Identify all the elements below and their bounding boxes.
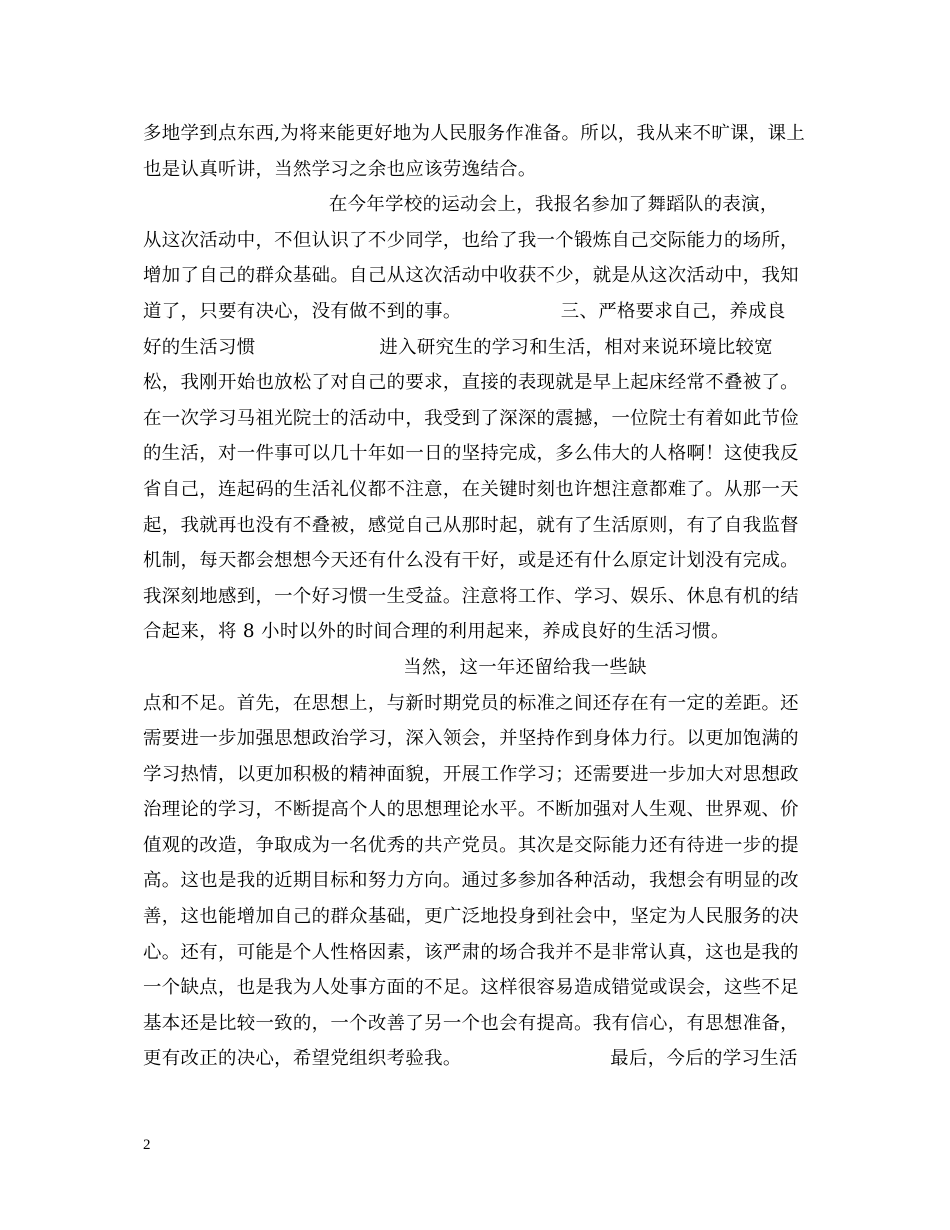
text-line: 我深刻地感到，一个好习惯一生受益。注意将工作、学习、娱乐、休息有机的结: [143, 585, 799, 607]
text-line: 更有改正的决心，希望党组织考验我。 最后，今后的学习生活: [143, 1048, 798, 1070]
text-line: 值观的改造，争取成为一名优秀的共产党员。其次是交际能力还有待进一步的提: [143, 834, 799, 856]
text-line: 从这次活动中，不但认识了不少同学，也给了我一个锻炼自己交际能力的场所，: [143, 229, 799, 251]
text-line: 一个缺点，也是我为人处事方面的不足。这样很容易造成错觉或误会，这些不足: [143, 977, 799, 999]
text-line: 在今年学校的运动会上，我报名参加了舞蹈队的表演，: [143, 194, 779, 216]
text-line: 在一次学习马祖光院士的活动中，我受到了深深的震撼，一位院士有着如此节俭: [143, 407, 799, 429]
text-line: 高。这也是我的近期目标和努力方向。通过多参加各种活动，我想会有明显的改: [143, 870, 799, 892]
text-line: 的生活，对一件事可以几十年如一日的坚持完成，多么伟大的人格啊！这使我反: [143, 443, 799, 465]
text-line: 当然，这一年还留给我一些缺: [143, 656, 647, 678]
text-line: 合起来，将 8 小时以外的时间合理的利用起来，养成良好的生活习惯。: [143, 621, 730, 643]
text-line: 心。还有，可能是个人性格因素，该严肃的场合我并不是非常认真，这也是我的: [143, 941, 799, 963]
text-line: 机制，每天都会想想今天还有什么没有干好，或是还有什么原定计划没有完成。: [143, 550, 799, 572]
text-line: 道了，只要有决心，没有做不到的事。 三、严格要求自己，养成良: [143, 300, 786, 322]
page-number: 2: [143, 1137, 151, 1153]
body-text: [143, 116, 813, 1077]
text-line: 松，我刚开始也放松了对自己的要求，直接的表现就是早上起床经常不叠被了。: [143, 372, 799, 394]
text-line: 增加了自己的群众基础。自己从这次活动中收获不少，就是从这次活动中，我知: [143, 265, 799, 287]
text-line: 起，我就再也没有不叠被，感觉自己从那时起，就有了生活原则，有了自我监督: [143, 514, 799, 536]
text-line: 治理论的学习，不断提高个人的思想理论水平。不断加强对人生观、世界观、价: [143, 799, 799, 821]
text-line: 善，这也能增加自己的群众基础，更广泛地投身到社会中，坚定为人民服务的决: [143, 906, 799, 928]
text-line: 点和不足。首先，在思想上，与新时期党员的标准之间还存在有一定的差距。还: [143, 692, 799, 714]
text-line: 多地学到点东西,为将来能更好地为人民服务作准备。所以，我从来不旷课，课上: [143, 123, 806, 144]
text-line: 基本还是比较一致的，一个改善了另一个也会有提高。我有信心，有思想准备，: [143, 1012, 799, 1034]
text-line: 省自己，连起码的生活礼仪都不注意，在关键时刻也许想注意都难了。从那一天: [143, 478, 799, 500]
text-line: 好的生活习惯 进入研究生的学习和生活，相对来说环境比较宽: [143, 336, 773, 358]
text-line: 需要进一步加强思想政治学习，深入领会，并坚持作到身体力行。以更加饱满的: [143, 728, 799, 750]
text-line: 学习热情，以更加积极的精神面貌，开展工作学习；还需要进一步加大对思想政: [143, 763, 799, 785]
text-line: 也是认真听讲，当然学习之余也应该劳逸结合。: [143, 158, 537, 180]
